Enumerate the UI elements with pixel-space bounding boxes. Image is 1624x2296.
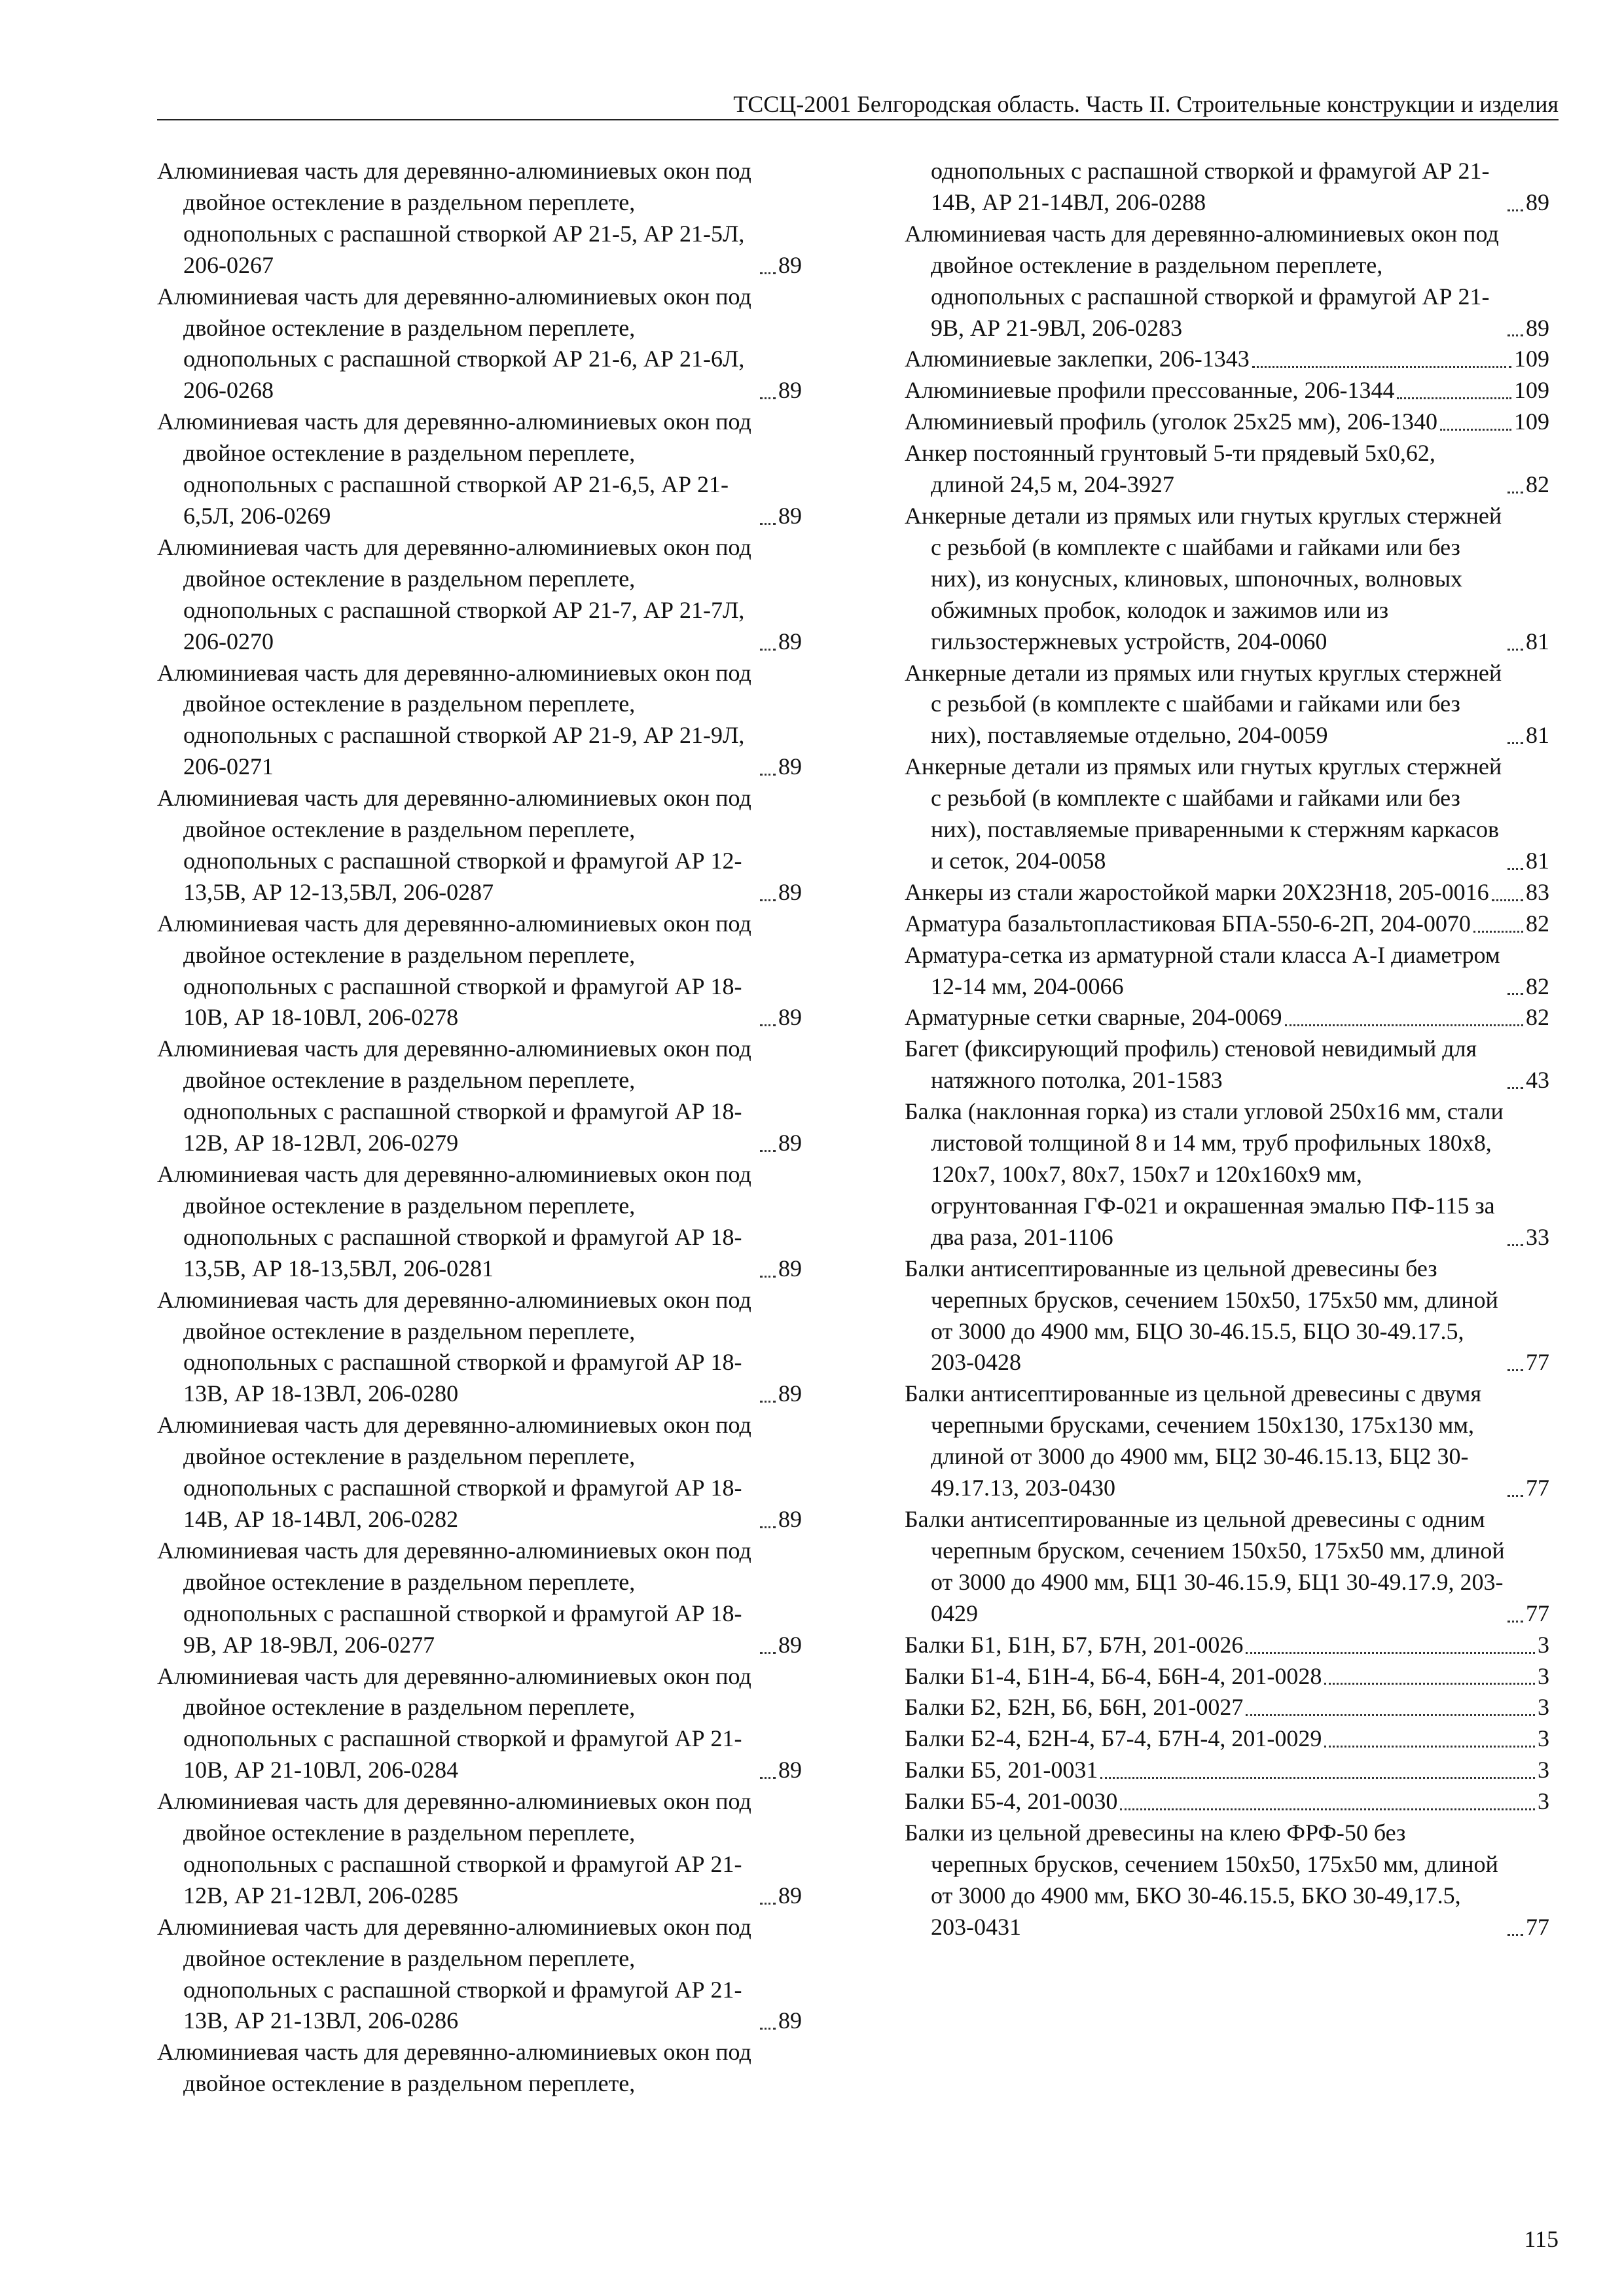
entry-page-number: 89 — [778, 1130, 802, 1157]
dot-leader — [760, 899, 776, 901]
entry-text: Алюминиевая часть для деревянно-алюминиевых окон под двойное остекление в раздельном переплете, однопольных с распашной створкой АР 21-7, АР 21-7Л, 206-0270 — [157, 533, 751, 655]
entry-page-number: 89 — [1526, 188, 1549, 215]
index-entry — [905, 877, 1549, 908]
index-entry — [157, 281, 802, 407]
entry-page-number: 89 — [778, 1757, 802, 1784]
dot-leader — [760, 1777, 776, 1779]
index-column-right — [905, 156, 1549, 1943]
dot-leader — [1440, 429, 1511, 431]
index-entry — [905, 1755, 1549, 1786]
entry-page-number: 89 — [778, 2007, 802, 2034]
entry-text: Алюминиевая часть для деревянно-алюминиевых окон под двойное остекление в раздельном переплете, однопольных с распашной створкой и фрамугой АР 21-12В, АР 21-12ВЛ, 206-0285 — [157, 1788, 751, 1909]
entry-text: Анкерные детали из прямых или гнутых круглых стержней с резьбой (в комплекте с шайбами и гайками или без них), из конусных, клиновых, шпоночных, волновых обжимных пробок, колодок и зажимов или из гильзостержневых устройств, 204-0060 — [905, 502, 1502, 655]
index-entry — [905, 1692, 1549, 1723]
entry-page-number: 89 — [778, 628, 802, 655]
index-entry — [157, 1912, 802, 2037]
dot-leader — [1507, 649, 1523, 651]
entry-text: Балки Б2, Б2Н, Б6, Б6Н, 201-0027 — [905, 1694, 1244, 1721]
index-entry — [905, 1661, 1549, 1693]
index-entry — [157, 156, 802, 281]
entry-text: Анкерные детали из прямых или гнутых круглых стержней с резьбой (в комплекте с шайбами и гайками или без них), поставляемые приваренными к стержням каркасов и сеток, 204-0058 — [905, 753, 1502, 874]
dot-leader — [1507, 993, 1523, 995]
entry-page-number: 89 — [778, 878, 802, 905]
index-entry — [905, 1033, 1549, 1096]
dot-leader — [1397, 397, 1511, 399]
entry-page-number: 89 — [778, 753, 802, 780]
entry-text: Алюминиевая часть для деревянно-алюминиевых окон под двойное остекление в раздельном переплете, однопольных с распашной створкой АР 21-6, АР 21-6Л, 206-0268 — [157, 283, 751, 404]
dot-leader — [760, 1526, 776, 1528]
dot-leader — [1507, 209, 1523, 211]
dot-leader — [760, 272, 776, 274]
index-entry — [905, 219, 1549, 344]
entry-page-number: 43 — [1526, 1067, 1549, 1094]
entry-page-number: 3 — [1538, 1694, 1549, 1721]
running-header — [157, 89, 1559, 120]
index-entry — [905, 438, 1549, 501]
entry-page-number: 89 — [778, 1882, 802, 1909]
dot-leader — [1507, 1934, 1523, 1936]
entry-page-number: 89 — [1526, 314, 1549, 341]
entry-page-number: 81 — [1526, 722, 1549, 749]
index-entry — [157, 1535, 802, 1661]
entry-page-number: 89 — [778, 377, 802, 404]
page-number: 115 — [1524, 2226, 1559, 2252]
entry-text: Алюминиевая часть для деревянно-алюминиевых окон под двойное остекление в раздельном переплете, однопольных с распашной створкой и фрамугой АР 21-13В, АР 21-13ВЛ, 206-0286 — [157, 1913, 751, 2034]
index-entry — [905, 1002, 1549, 1033]
entry-text: Алюминиевый профиль (уголок 25х25 мм), 206-1340 — [905, 408, 1438, 435]
entry-text: однопольных с распашной створкой и фрамугой АР 21-14В, АР 21-14ВЛ, 206-0288 — [931, 158, 1490, 215]
header-title: ТССЦ-2001 Белгородская область. Часть II. Строительные конструкции и изделия — [733, 91, 1559, 117]
entry-text: Багет (фиксирующий профиль) стеновой невидимый для натяжного потолка, 201-1583 — [905, 1035, 1477, 1094]
entry-text: Анкерные детали из прямых или гнутых круглых стержней с резьбой (в комплекте с шайбами и гайками или без них), поставляемые отдельно, 204-0059 — [905, 659, 1502, 749]
index-column-left — [157, 156, 802, 2100]
dot-leader — [1285, 1024, 1523, 1026]
entry-text: Алюминиевая часть для деревянно-алюминиевых окон под двойное остекление в раздельном переплете, однопольных с распашной створкой АР 21-6,5, АР 21-6,5Л, 206-0269 — [157, 408, 751, 529]
index-entry — [905, 908, 1549, 940]
index-entry — [905, 1253, 1549, 1379]
dot-leader — [760, 774, 776, 776]
entry-text: Анкеры из стали жаростойкой марки 20Х23Н18, 205-0016 — [905, 878, 1489, 905]
entry-page-number: 81 — [1526, 628, 1549, 655]
dot-leader — [1507, 1369, 1523, 1371]
dot-leader — [760, 649, 776, 651]
dot-leader — [760, 1903, 776, 1905]
dot-leader — [1507, 1621, 1523, 1623]
entry-text: Арматурные сетки сварные, 204-0069 — [905, 1004, 1282, 1031]
entry-text: Алюминиевая часть для деревянно-алюминиевых окон под двойное остекление в раздельном переплете, однопольных с распашной створкой АР 21-9, АР 21-9Л, 206-0271 — [157, 659, 751, 780]
entry-text: Балки антисептированные из цельной древесины с двумя черепными брусками, сечением 150х130, 175х130 мм, длиной от 3000 до 4900 мм, БЦ2 30-46.15.13, БЦ2 30-49.17.13, 203-0430 — [905, 1380, 1482, 1501]
entry-page-number: 109 — [1514, 346, 1549, 372]
index-entry — [157, 1159, 802, 1285]
dot-leader — [1507, 868, 1523, 870]
dot-leader — [1246, 1714, 1535, 1716]
entry-text: Балки антисептированные из цельной древесины без черепных брусков, сечением 150х50, 175х50 мм, длиной от 3000 до 4900 мм, БЦО 30-46.15.5, БЦО 30-49.17.5, 203-0428 — [905, 1255, 1498, 1376]
index-entry — [905, 1504, 1549, 1630]
index-entry — [905, 1378, 1549, 1504]
entry-page-number: 89 — [778, 1380, 802, 1407]
entry-text: Балки Б5-4, 201-0030 — [905, 1788, 1118, 1815]
index-entry — [157, 908, 802, 1034]
dot-leader — [760, 1024, 776, 1026]
entry-text: Алюминиевая часть для деревянно-алюминиевых окон под двойное остекление в раздельном переплете, однопольных с распашной створкой АР 21-5, АР 21-5Л, 206-0267 — [157, 158, 751, 278]
index-entry — [157, 2037, 802, 2100]
entry-text: Алюминиевая часть для деревянно-алюминиевых окон под двойное остекление в раздельном переплете, — [157, 2039, 751, 2097]
entry-page-number: 33 — [1526, 1223, 1549, 1250]
dot-leader — [1507, 1495, 1523, 1497]
entry-text: Балки Б1-4, Б1Н-4, Б6-4, Б6Н-4, 201-0028 — [905, 1662, 1322, 1689]
entry-text: Балки из цельной древесины на клею ФРФ-50 без черепных брусков, сечением 150х50, 175х50 мм, длиной от 3000 до 4900 мм, БКО 30-46.15.5, БКО 30-49,17.5, 203-0431 — [905, 1820, 1498, 1940]
entry-text: Алюминиевая часть для деревянно-алюминиевых окон под двойное остекление в раздельном переплете, однопольных с распашной створкой и фрамугой АР 12-13,5В, АР 12-13,5ВЛ, 206-0287 — [157, 785, 751, 905]
entry-text: Алюминиевые заклепки, 206-1343 — [905, 346, 1250, 372]
entry-page-number: 82 — [1526, 1004, 1549, 1031]
index-entry — [905, 1723, 1549, 1755]
entry-text: Алюминиевые профили прессованные, 206-1344 — [905, 377, 1395, 404]
index-entry — [905, 1096, 1549, 1253]
entry-page-number: 89 — [778, 1004, 802, 1031]
entry-page-number: 77 — [1526, 1475, 1549, 1501]
dot-leader — [760, 397, 776, 399]
dot-leader — [760, 1652, 776, 1654]
entry-text: Балки Б2-4, Б2Н-4, Б7-4, Б7Н-4, 201-0029 — [905, 1725, 1322, 1752]
entry-text: Анкер постоянный грунтовый 5-ти прядевый 5х0,62, длиной 24,5 м, 204-3927 — [905, 440, 1435, 498]
entry-text: Алюминиевая часть для деревянно-алюминиевых окон под двойное остекление в раздельном переплете, однопольных с распашной створкой и фрамугой АР 18-13В, АР 18-13ВЛ, 206-0280 — [157, 1286, 751, 1407]
index-entry — [157, 1786, 802, 1912]
index-entry — [905, 751, 1549, 877]
dot-leader — [760, 1150, 776, 1152]
entry-text: Алюминиевая часть для деревянно-алюминиевых окон под двойное остекление в раздельном переплете, однопольных с распашной створкой и фрамугой АР 18-13,5В, АР 18-13,5ВЛ, 206-0281 — [157, 1161, 751, 1282]
entry-text: Алюминиевая часть для деревянно-алюминиевых окон под двойное остекление в раздельном переплете, однопольных с распашной створкой и фрамугой АР 18-14В, АР 18-14ВЛ, 206-0282 — [157, 1412, 751, 1532]
index-entry — [905, 501, 1549, 658]
entry-page-number: 89 — [778, 502, 802, 529]
dot-leader — [1507, 334, 1523, 336]
entry-page-number: 89 — [778, 1631, 802, 1658]
dot-leader — [1324, 1746, 1535, 1748]
entry-text: Арматура-сетка из арматурной стали класса А-I диаметром 12-14 мм, 204-0066 — [905, 941, 1500, 999]
entry-page-number: 77 — [1526, 1349, 1549, 1376]
index-entry — [905, 344, 1549, 375]
index-entry — [905, 156, 1549, 219]
index-entry — [157, 532, 802, 658]
index-entry — [905, 940, 1549, 1003]
dot-leader — [760, 1276, 776, 1278]
dot-leader — [760, 523, 776, 525]
dot-leader — [760, 1401, 776, 1403]
entry-page-number: 83 — [1526, 878, 1549, 905]
dot-leader — [1246, 1652, 1535, 1654]
entry-text: Алюминиевая часть для деревянно-алюминиевых окон под двойное остекление в раздельном переплете, однопольных с распашной створкой и фрамугой АР 18-10В, АР 18-10ВЛ, 206-0278 — [157, 910, 751, 1031]
index-entry — [905, 1818, 1549, 1943]
index-entry — [157, 1033, 802, 1159]
entry-page-number: 89 — [778, 1505, 802, 1532]
dot-leader — [1507, 1087, 1523, 1089]
dot-leader — [1473, 931, 1523, 933]
dot-leader — [1324, 1683, 1535, 1685]
index-entry — [905, 1786, 1549, 1818]
index-entry — [157, 783, 802, 908]
index-entry — [905, 658, 1549, 752]
dot-leader — [1507, 492, 1523, 493]
dot-leader — [1252, 366, 1511, 368]
index-entry — [157, 1661, 802, 1787]
entry-page-number: 82 — [1526, 471, 1549, 498]
entry-text: Алюминиевая часть для деревянно-алюминиевых окон под двойное остекление в раздельном переплете, однопольных с распашной створкой и фрамугой АР 21-10В, АР 21-10ВЛ, 206-0284 — [157, 1662, 751, 1784]
dot-leader — [1120, 1808, 1535, 1810]
entry-text: Балка (наклонная горка) из стали угловой 250х16 мм, стали листовой толщиной 8 и 14 мм, труб профильных 180х8, 120х7, 100х7, 80х7, 150х7 и 120х160х9 мм, огрунтованная ГФ-021 и окрашенная эмалью ПФ-115 за два раза, 201-1106 — [905, 1098, 1504, 1250]
dot-leader — [1492, 899, 1523, 901]
dot-leader — [1100, 1777, 1535, 1779]
index-entry — [157, 406, 802, 532]
entry-text: Балки Б5, 201-0031 — [905, 1757, 1098, 1784]
index-entry — [905, 406, 1549, 438]
entry-page-number: 3 — [1538, 1757, 1549, 1784]
index-entry — [157, 1410, 802, 1535]
dot-leader — [760, 2028, 776, 2030]
entry-page-number: 89 — [778, 251, 802, 278]
index-entry — [157, 658, 802, 783]
entry-page-number: 81 — [1526, 847, 1549, 874]
index-entry — [905, 1630, 1549, 1661]
dot-leader — [1507, 742, 1523, 744]
entry-page-number: 82 — [1526, 910, 1549, 937]
entry-page-number: 3 — [1538, 1725, 1549, 1752]
entry-text: Арматура базальтопластиковая БПА-550-6-2П, 204-0070 — [905, 910, 1471, 937]
dot-leader — [1507, 1244, 1523, 1246]
entry-text: Балки антисептированные из цельной древесины с одним черепным бруском, сечением 150х50, 175х50 мм, длиной от 3000 до 4900 мм, БЦ1 30-46.15.9, БЦ1 30-49.17.9, 203-0429 — [905, 1505, 1505, 1626]
entry-page-number: 3 — [1538, 1788, 1549, 1815]
entry-page-number: 109 — [1514, 377, 1549, 404]
entry-text: Алюминиевая часть для деревянно-алюминиевых окон под двойное остекление в раздельном переплете, однопольных с распашной створкой и фрамугой АР 18-9В, АР 18-9ВЛ, 206-0277 — [157, 1537, 751, 1658]
entry-page-number: 89 — [778, 1255, 802, 1282]
entry-page-number: 3 — [1538, 1631, 1549, 1658]
entry-text: Балки Б1, Б1Н, Б7, Б7Н, 201-0026 — [905, 1631, 1244, 1658]
entry-page-number: 77 — [1526, 1600, 1549, 1626]
entry-text: Алюминиевая часть для деревянно-алюминиевых окон под двойное остекление в раздельном переплете, однопольных с распашной створкой и фрамугой АР 21-9В, АР 21-9ВЛ, 206-0283 — [905, 220, 1499, 341]
entry-page-number: 82 — [1526, 973, 1549, 999]
entry-page-number: 3 — [1538, 1662, 1549, 1689]
entry-page-number: 109 — [1514, 408, 1549, 435]
index-entry — [157, 1285, 802, 1410]
entry-text: Алюминиевая часть для деревянно-алюминиевых окон под двойное остекление в раздельном переплете, однопольных с распашной створкой и фрамугой АР 18-12В, АР 18-12ВЛ, 206-0279 — [157, 1035, 751, 1157]
index-entry — [905, 375, 1549, 406]
entry-page-number: 77 — [1526, 1913, 1549, 1940]
